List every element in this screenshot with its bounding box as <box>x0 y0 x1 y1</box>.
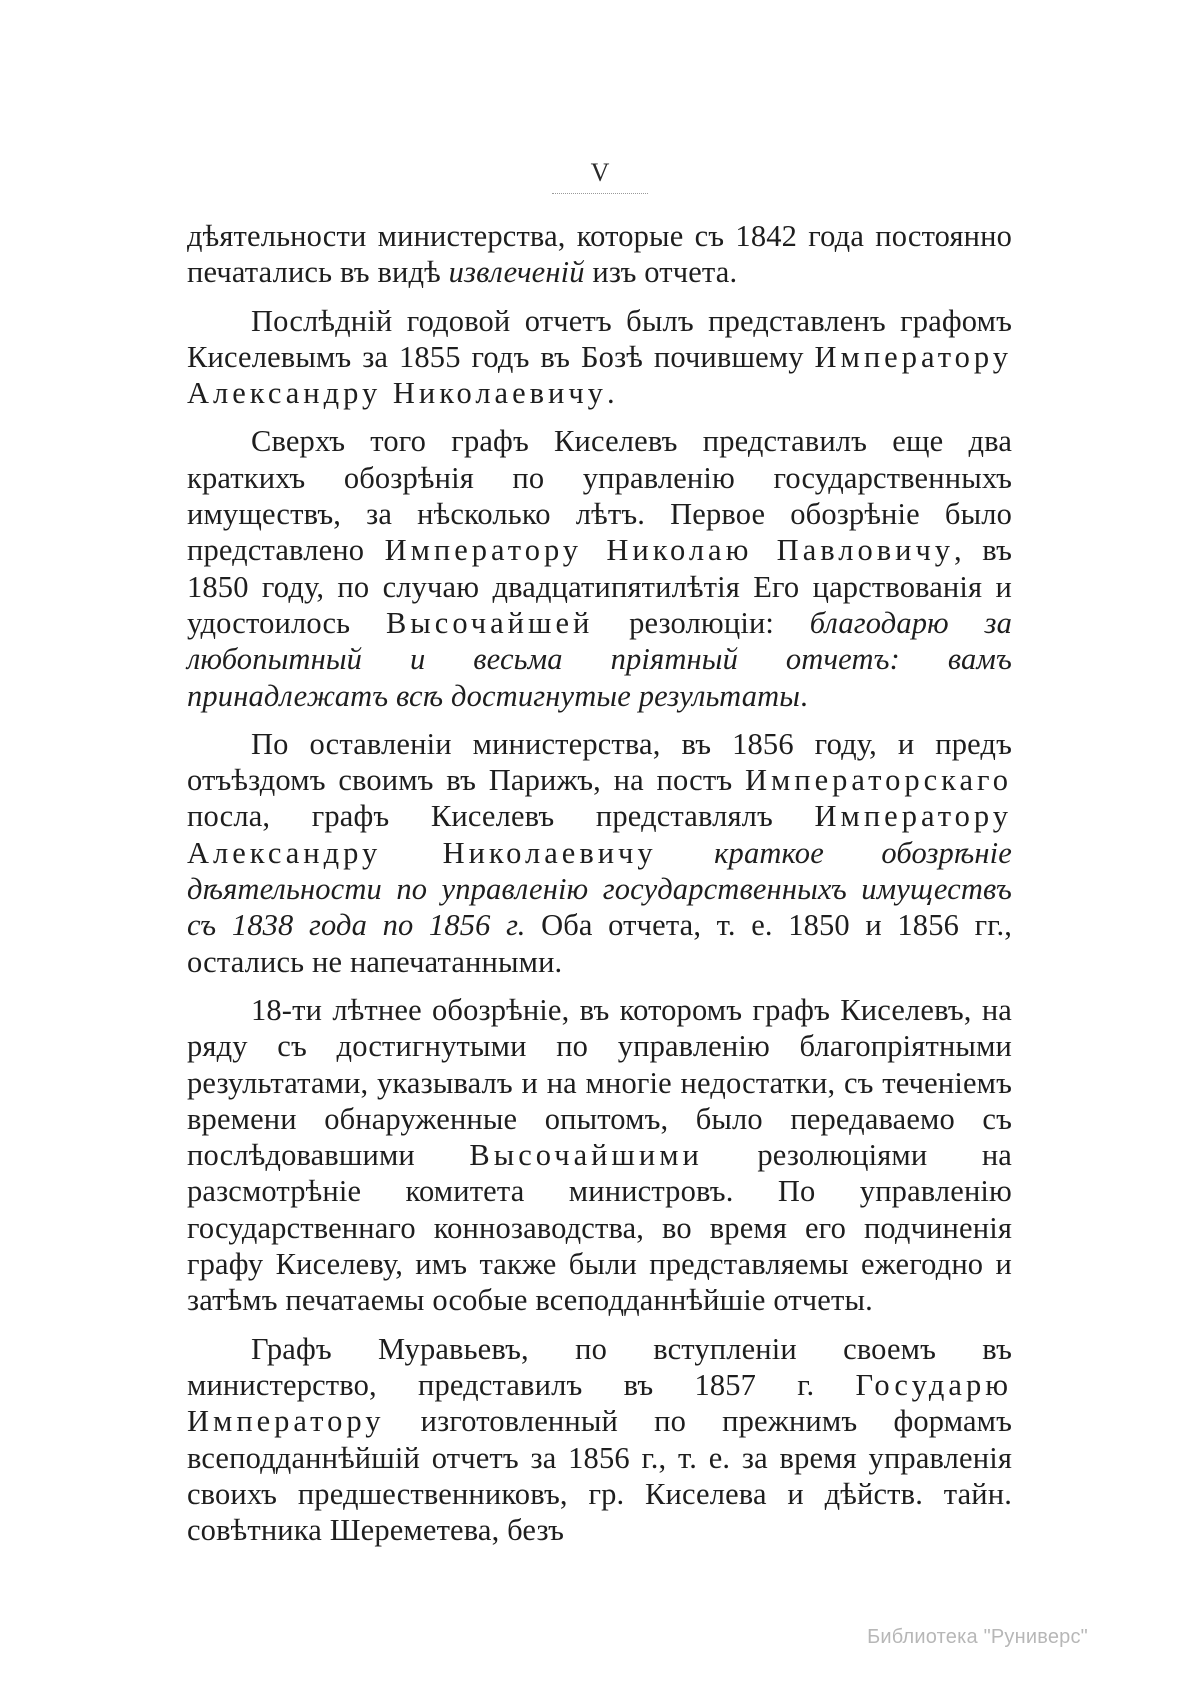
text-run: изъ отчета. <box>584 255 738 290</box>
text-run: изготовленный по прежнимъ формамъ всеподданнѣйшій отчетъ за 1856 г., т. е. за время управленія своихъ предшественниковъ, гр. Киселева и дѣйств. тайн. совѣтника Шереметева, безъ <box>187 1404 1012 1548</box>
text-run: , въ 1850 году, по случаю двадцатипятилѣтія Его царствованія и удостоилось <box>187 533 1012 640</box>
spaced-run: Императору Александру Николаевичу <box>187 799 1012 870</box>
text-run: Послѣдній годовой отчетъ былъ представленъ графомъ Киселевымъ за 1855 годъ въ Бозѣ почившему <box>187 303 1012 374</box>
italic-run: извлеченій <box>448 255 585 290</box>
page-number: V <box>590 158 610 187</box>
text-run: посла, графъ Киселевъ представлялъ <box>187 799 815 834</box>
spaced-run: Государю Императору <box>187 1367 1012 1439</box>
text-run: . <box>800 678 808 713</box>
italic-run: благодарю за любопытный и весьма пріятный отчетъ: вамъ принадлежатъ всѣ достигнутые результаты <box>187 605 1012 713</box>
page-number-rule <box>552 193 648 194</box>
text-run: дѣятельности министерства, которые съ 1842 года постоянно печатались въ видѣ <box>187 219 1012 290</box>
paragraph-1 <box>187 218 1012 291</box>
paragraph-3 <box>187 423 1012 713</box>
spaced-run: Высочайшими <box>469 1138 703 1173</box>
paragraph-2 <box>187 303 1012 412</box>
text-run: резолюціи: <box>593 605 810 640</box>
body-text <box>187 218 1012 1560</box>
spaced-run: Императорскаго <box>744 763 1012 798</box>
text-run: По оставленіи министерства, въ 1856 году, и предъ отъѣздомъ своимъ въ Парижъ, на постъ <box>187 726 1012 798</box>
text-run <box>657 836 715 870</box>
text-run: резолюціями на разсмотрѣніе комитета министровъ. По управленію государственнаго коннозаводства, во время его подчиненія графу Киселеву, имъ также были представляемы ежегодно и затѣмъ печатаемы особые всеподданнѣйшіе отчеты. <box>187 1138 1012 1318</box>
spaced-run: Императору Александру Николаевичу <box>187 339 1012 411</box>
spaced-run: Высочайшей <box>385 605 594 640</box>
text-run: 18-ти лѣтнее обозрѣніе, въ которомъ графъ Киселевъ, на ряду съ достигнутыми по управленію благопріятными результатами, указывалъ и на многіе недостатки, съ теченіемъ времени обнаруженные опытомъ, было передаваемо съ послѣдовавшими <box>187 992 1012 1173</box>
text-run: Графъ Муравьевъ, по вступленіи своемъ въ министерство, представилъ въ 1857 г. <box>187 1331 1012 1402</box>
text-run: . <box>606 376 615 411</box>
paragraph-6 <box>187 1331 1012 1549</box>
text-run: Сверхъ того графъ Киселевъ представилъ еще два краткихъ обозрѣнія по управленію государственныхъ имуществъ, за нѣсколько лѣтъ. Первое обозрѣніе было представлено <box>187 424 1012 568</box>
paragraph-5 <box>187 992 1012 1319</box>
spaced-run: Императору Николаю Павловичу <box>384 533 955 568</box>
paragraph-4 <box>187 726 1012 980</box>
library-watermark: Библиотека "Руниверс" <box>867 1626 1088 1648</box>
italic-run: краткое обозрѣніе дѣятельности по управленію государственныхъ имуществъ съ 1838 года по 1856 г. <box>187 835 1012 943</box>
text-run: Оба отчета, т. е. 1850 и 1856 гг., остались не напечатанными. <box>187 908 1012 979</box>
